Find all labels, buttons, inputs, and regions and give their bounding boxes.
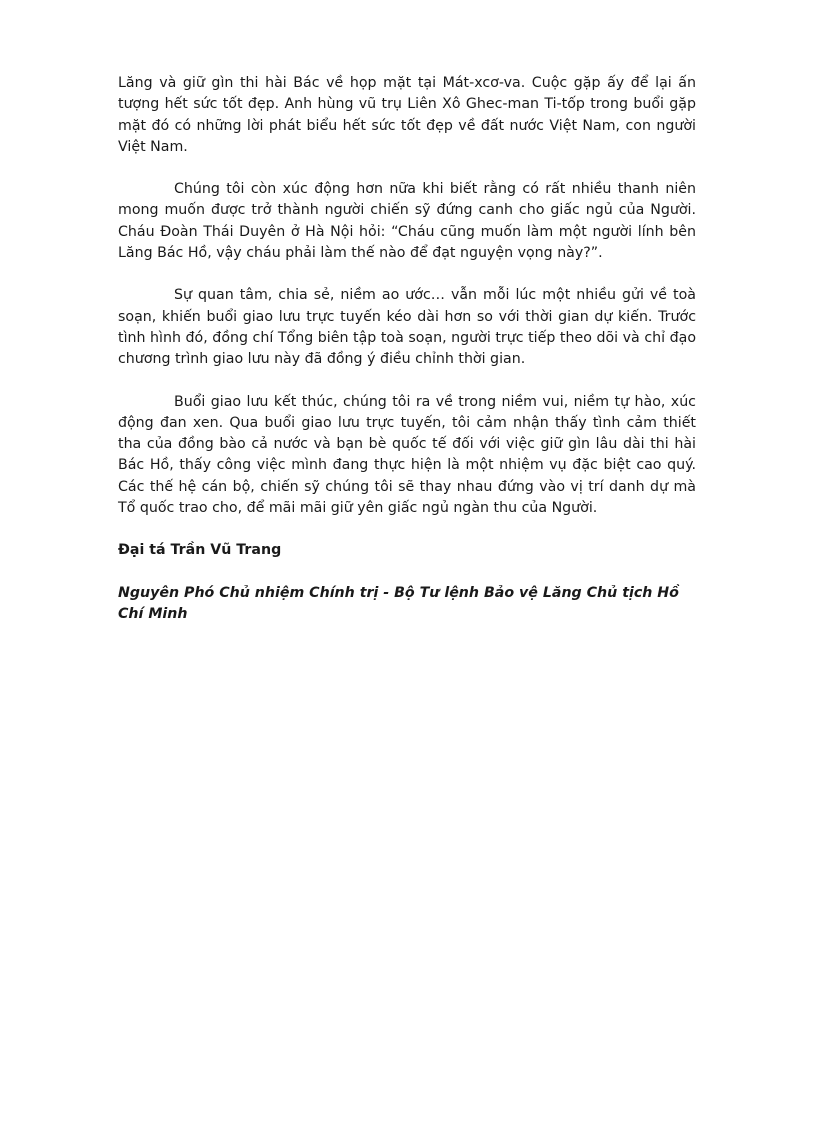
author-name: Đại tá Trần Vũ Trang bbox=[118, 542, 282, 559]
paragraph-continuation: Lăng và giữ gìn thi hài Bác về họp mặt tại Mát-xcơ-va. Cuộc gặp ấy để lại ấn tượng hết sức tốt đẹp. Anh hùng vũ trụ Liên Xô Ghec-man Ti-tốp trong buổi gặp mặt đó có những lời phát biểu hết sức tốt đẹp về đất nước Việt Nam, con người Việt Nam. bbox=[118, 75, 696, 155]
paragraph-conclusion: Buổi giao lưu kết thúc, chúng tôi ra về trong niềm vui, niềm tự hào, xúc động đan xen. Qua buổi giao lưu trực tuyến, tôi cảm nhận thấy tình cảm thiết tha của đồng bào cả nước và bạn bè quốc tế đối với việc giữ gìn lâu dài thi hài Bác Hồ, thấy công việc mình đang thực hiện là một nhiệm vụ đặc biệt cao quý. Các thế hệ cán bộ, chiến sỹ chúng tôi sẽ thay nhau đứng vào vị trí danh dự mà Tổ quốc trao cho, để mãi mãi giữ yên giấc ngủ ngàn thu của Người. bbox=[118, 393, 696, 517]
paragraph-interest: Sự quan tâm, chia sẻ, niềm ao ước… vẫn mỗi lúc một nhiều gửi về toà soạn, khiến buổi giao lưu trực tuyến kéo dài hơn so với thời gian dự kiến. Trước tình hình đó, đồng chí Tổng biên tập toà soạn, người trực tiếp theo dõi và chỉ đạo chương trình giao lưu này đã đồng ý điều chỉnh thời gian. bbox=[118, 287, 696, 368]
document-page bbox=[118, 73, 696, 625]
paragraph-youth-wish: Chúng tôi còn xúc động hơn nữa khi biết rằng có rất nhiều thanh niên mong muốn được trở thành người chiến sỹ đứng canh cho giấc ngủ của Người. Cháu Đoàn Thái Duyên ở Hà Nội hỏi: “Cháu cũng muốn làm một người lính bên Lăng Bác Hồ, vậy cháu phải làm thế nào để đạt nguyện vọng này?”. bbox=[118, 181, 696, 262]
author-title: Nguyên Phó Chủ nhiệm Chính trị - Bộ Tư lệnh Bảo vệ Lăng Chủ tịch Hồ Chí Minh bbox=[118, 584, 679, 622]
